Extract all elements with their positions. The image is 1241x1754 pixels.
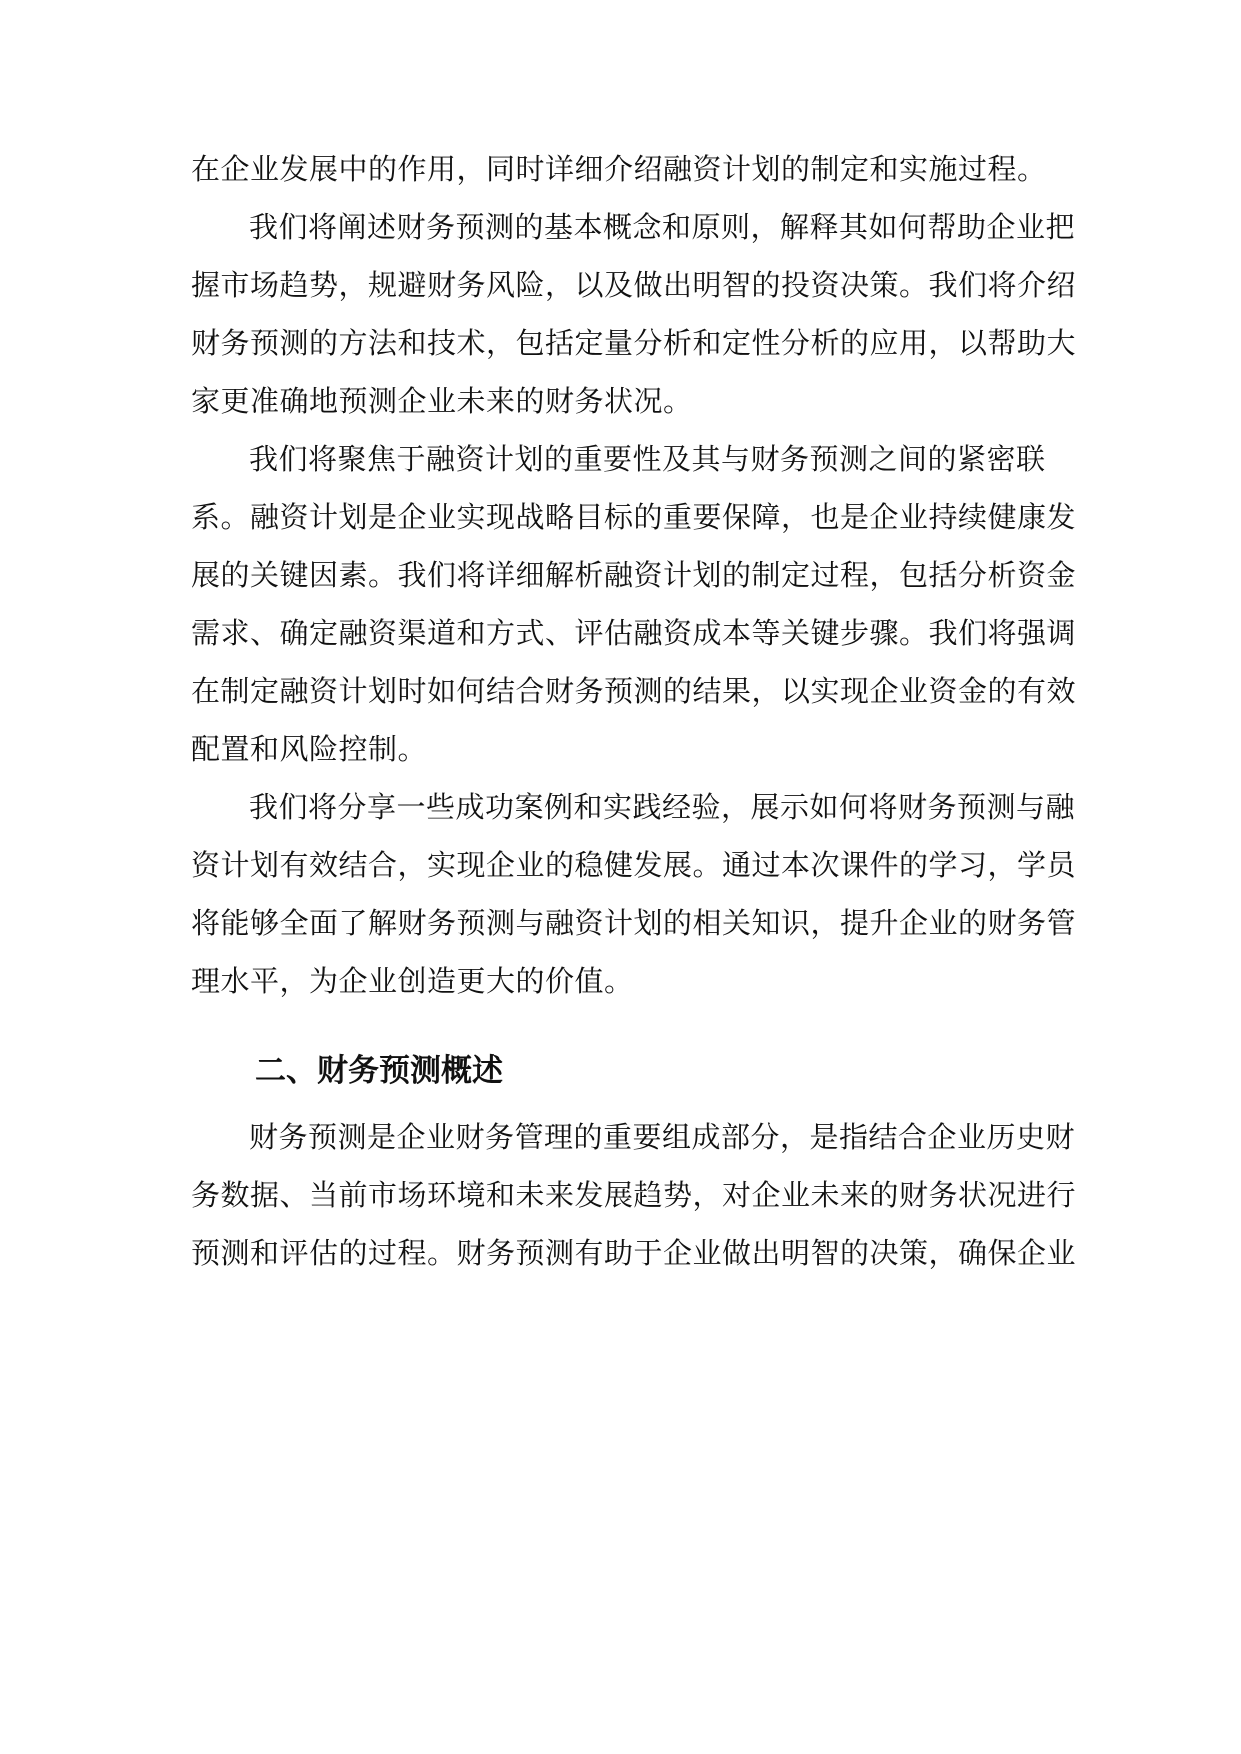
text-line: 我们将聚焦于融资计划的重要性及其与财务预测之间的紧密联 <box>249 442 1046 476</box>
text-line: 理水平，为企业创造更大的价值。 <box>191 964 634 998</box>
text-line: 在制定融资计划时如何结合财务预测的结果，以实现企业资金的有效 <box>191 674 1077 708</box>
paragraph-intro-continued <box>191 140 1051 198</box>
text-line: 展的关键因素。我们将详细解析融资计划的制定过程，包括分析资金 <box>191 558 1077 592</box>
text-line: 我们将阐述财务预测的基本概念和原则，解释其如何帮助企业把 <box>249 210 1076 244</box>
text-line: 握市场趋势，规避财务风险，以及做出明智的投资决策。我们将介绍 <box>191 268 1077 302</box>
section-heading: 二、财务预测概述 <box>255 1053 503 1089</box>
text-line: 财务预测是企业财务管理的重要组成部分，是指结合企业历史财 <box>249 1120 1076 1154</box>
text-line: 务数据、当前市场环境和未来发展趋势，对企业未来的财务状况进行 <box>191 1178 1077 1212</box>
document-body <box>191 140 1077 1282</box>
text-line: 在企业发展中的作用，同时详细介绍融资计划的制定和实施过程。 <box>191 152 1047 186</box>
text-line: 家更准确地预测企业未来的财务状况。 <box>191 384 693 418</box>
text-line: 配置和风险控制。 <box>191 732 428 766</box>
text-line: 资计划有效结合，实现企业的稳健发展。通过本次课件的学习，学员 <box>191 848 1077 882</box>
paragraph-case-studies <box>191 778 1077 1010</box>
text-line: 预测和评估的过程。财务预测有助于企业做出明智的决策，确保企业 <box>191 1236 1077 1270</box>
text-line: 系。融资计划是企业实现战略目标的重要保障，也是企业持续健康发 <box>191 500 1077 534</box>
paragraph-financing-plan <box>191 430 1077 778</box>
text-line: 将能够全面了解财务预测与融资计划的相关知识，提升企业的财务管 <box>191 906 1077 940</box>
paragraph-financial-forecast-methods <box>191 198 1077 430</box>
text-line: 我们将分享一些成功案例和实践经验，展示如何将财务预测与融 <box>249 790 1076 824</box>
paragraph-financial-forecast-overview <box>191 1108 1077 1282</box>
text-line: 财务预测的方法和技术，包括定量分析和定性分析的应用，以帮助大 <box>191 326 1077 360</box>
text-line: 需求、确定融资渠道和方式、评估融资成本等关键步骤。我们将强调 <box>191 616 1077 650</box>
